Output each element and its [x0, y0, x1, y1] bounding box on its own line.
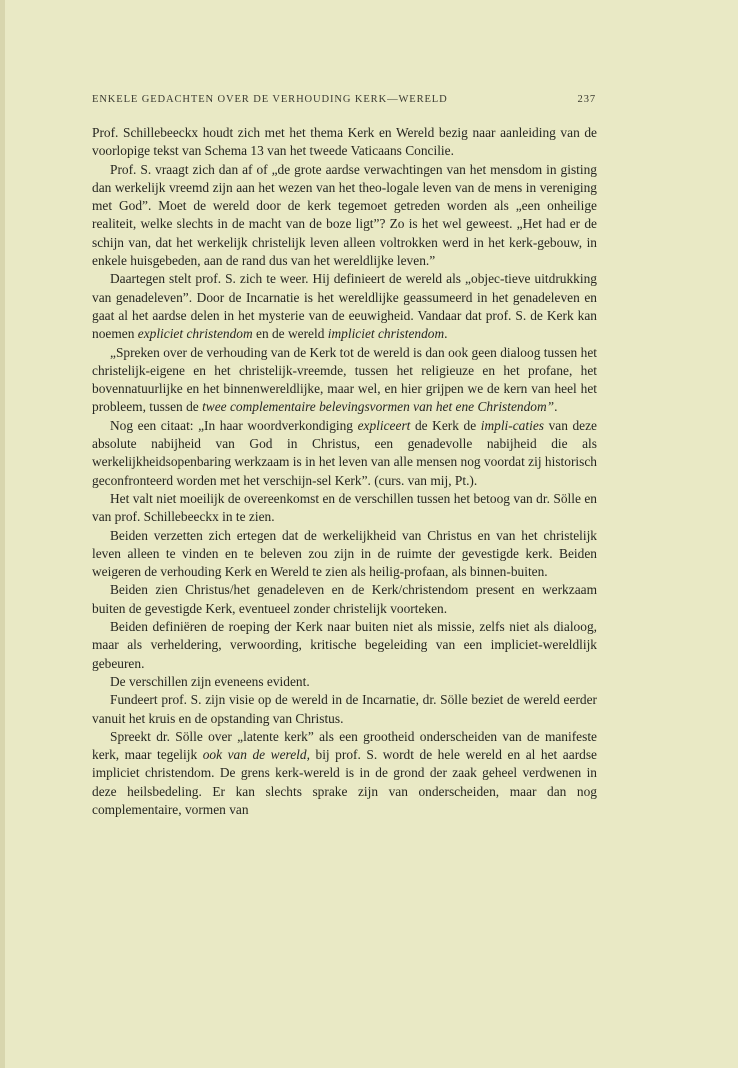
text-run: De verschillen zijn eveneens evident.: [110, 673, 310, 689]
text-run: de Kerk de: [410, 417, 481, 433]
text-run: Fundeert prof. S. zijn visie op de wereld in de Incarnatie, dr. Sölle beziet de wereld eerder vanuit het kruis en de opstanding van Christus.: [92, 692, 597, 726]
paragraph: [92, 417, 597, 490]
text-run: bij prof. S. wordt de hele wereld en al het aardse impliciet christendom. De grens kerk-wereld is in de grond der zaak geheel verdwenen in deze heilsbedeling. Er kan slechts sprake zijn van onderscheiden, maar dan nog complementaire, vormen van: [92, 747, 597, 817]
paragraph: [92, 124, 597, 161]
paragraph: [92, 527, 597, 582]
text-run: „Spreken over de verhouding van de Kerk tot de wereld is dan ook geen dialoog tussen het christelijk-eigene en het christelijk-vreemde, tussen het religieuze en het profane, het bovennatuurlijke en het binnenwereldlijke, maar wel, en hier grijpen we de kern van heel het probleem, tussen de: [92, 344, 597, 415]
text-run: .: [554, 399, 558, 415]
text-run: van deze absolute nabijheid van God in Christus, een genadevolle nabijheid die als werkelijkheidsopenbaring werkzaam is in het leven van alle mensen nog voordat zij historisch geconfronteerd worden met het verschijn-sel Kerk”. (curs. van mij, Pt.).: [92, 417, 598, 488]
text-run: Beiden verzetten zich ertegen dat de werkelijkheid van Christus en van het christelijk leven alleen te vinden en te beleven zou zijn in de ruimte der gevestigde kerk. Beiden weigeren de verhouding Kerk en Wereld te zien als heilig-profaan, als binnen-buiten.: [92, 527, 597, 580]
page-number: 237: [577, 94, 596, 105]
italic-text-run: expliceert: [357, 417, 411, 433]
italic-text-run: impliciet christendom: [327, 326, 445, 342]
text-run: Spreekt dr. Sölle over „latente kerk” als een grootheid onderscheiden van de manifeste kerk, maar tegelijk: [92, 728, 597, 763]
paragraph: [92, 728, 597, 819]
paragraph: [92, 344, 597, 417]
paragraph: [92, 490, 597, 527]
text-run: Prof. Schillebeeckx houdt zich met het thema Kerk en Wereld bezig naar aanleiding van de voorlopige tekst van Schema 13 van het tweede Vaticaans Concilie.: [92, 125, 597, 159]
text-run: Beiden definiëren de roeping der Kerk naar buiten niet als missie, zelfs niet als dialoog, maar als verheldering, verwoording, kritische begeleiding van een impliciet-wereldlijk gebeuren.: [92, 619, 597, 671]
text-run: Het valt niet moeilijk de overeenkomst en de verschillen tussen het betoog van dr. Sölle en van prof. Schillebeeckx in te zien.: [92, 490, 597, 525]
text-run: .: [444, 326, 448, 342]
running-title: ENKELE GEDACHTEN OVER DE VERHOUDING KERK—WERELD: [92, 94, 448, 105]
italic-text-run: expliciet christendom: [137, 326, 253, 342]
text-run: Nog een citaat: „In haar woordverkondiging: [110, 417, 358, 433]
text-run: en de wereld: [252, 326, 328, 342]
italic-text-run: twee complementaire belevingsvormen van het ene Christendom”: [202, 399, 555, 415]
paragraph: [92, 691, 597, 728]
text-run: Prof. S. vraagt zich dan af of „de grote aardse verwachtingen van het mensdom in gisting dan werkelijk vreemd zijn aan het wezen van het theo-logale leven van de mens in vereniging met God”. Moet de wereld door de kerk tegemoet getreden worden als „een onheilige realiteit, welke slechts in de macht van de boze ligt”? Zo is het wel geweest. „Het had er de schijn van, dat het werkelijk christelijk leven alleen voltrokken werd in het kerk-gebouw, in enkele huisgebeden, aan de rand dus van het wereldlijke leven.”: [92, 161, 597, 269]
paragraph: [92, 673, 597, 691]
paragraph: [92, 270, 597, 343]
running-header: [92, 94, 596, 105]
text-run: Beiden zien Christus/het genadeleven en de Kerk/christendom present en werkzaam buiten de gevestigde Kerk, eventueel zonder christelijk voorteken.: [92, 582, 597, 616]
italic-text-run: ook van de wereld,: [202, 747, 310, 763]
paragraph: [92, 581, 597, 618]
body-text: [92, 124, 597, 819]
paragraph: [92, 618, 597, 673]
text-run: Daartegen stelt prof. S. zich te weer. Hij definieert de wereld als „objec-tieve uitdrukking van genadeleven”. Door de Incarnatie is het wereldlijke geassumeerd in het genadeleven en gaat al het aardse delen in het mysterie van de eeuwigheid. Vandaar dat prof. S. de Kerk kan noemen: [92, 271, 597, 342]
paragraph: [92, 161, 597, 271]
italic-text-run: impli-caties: [480, 417, 544, 433]
